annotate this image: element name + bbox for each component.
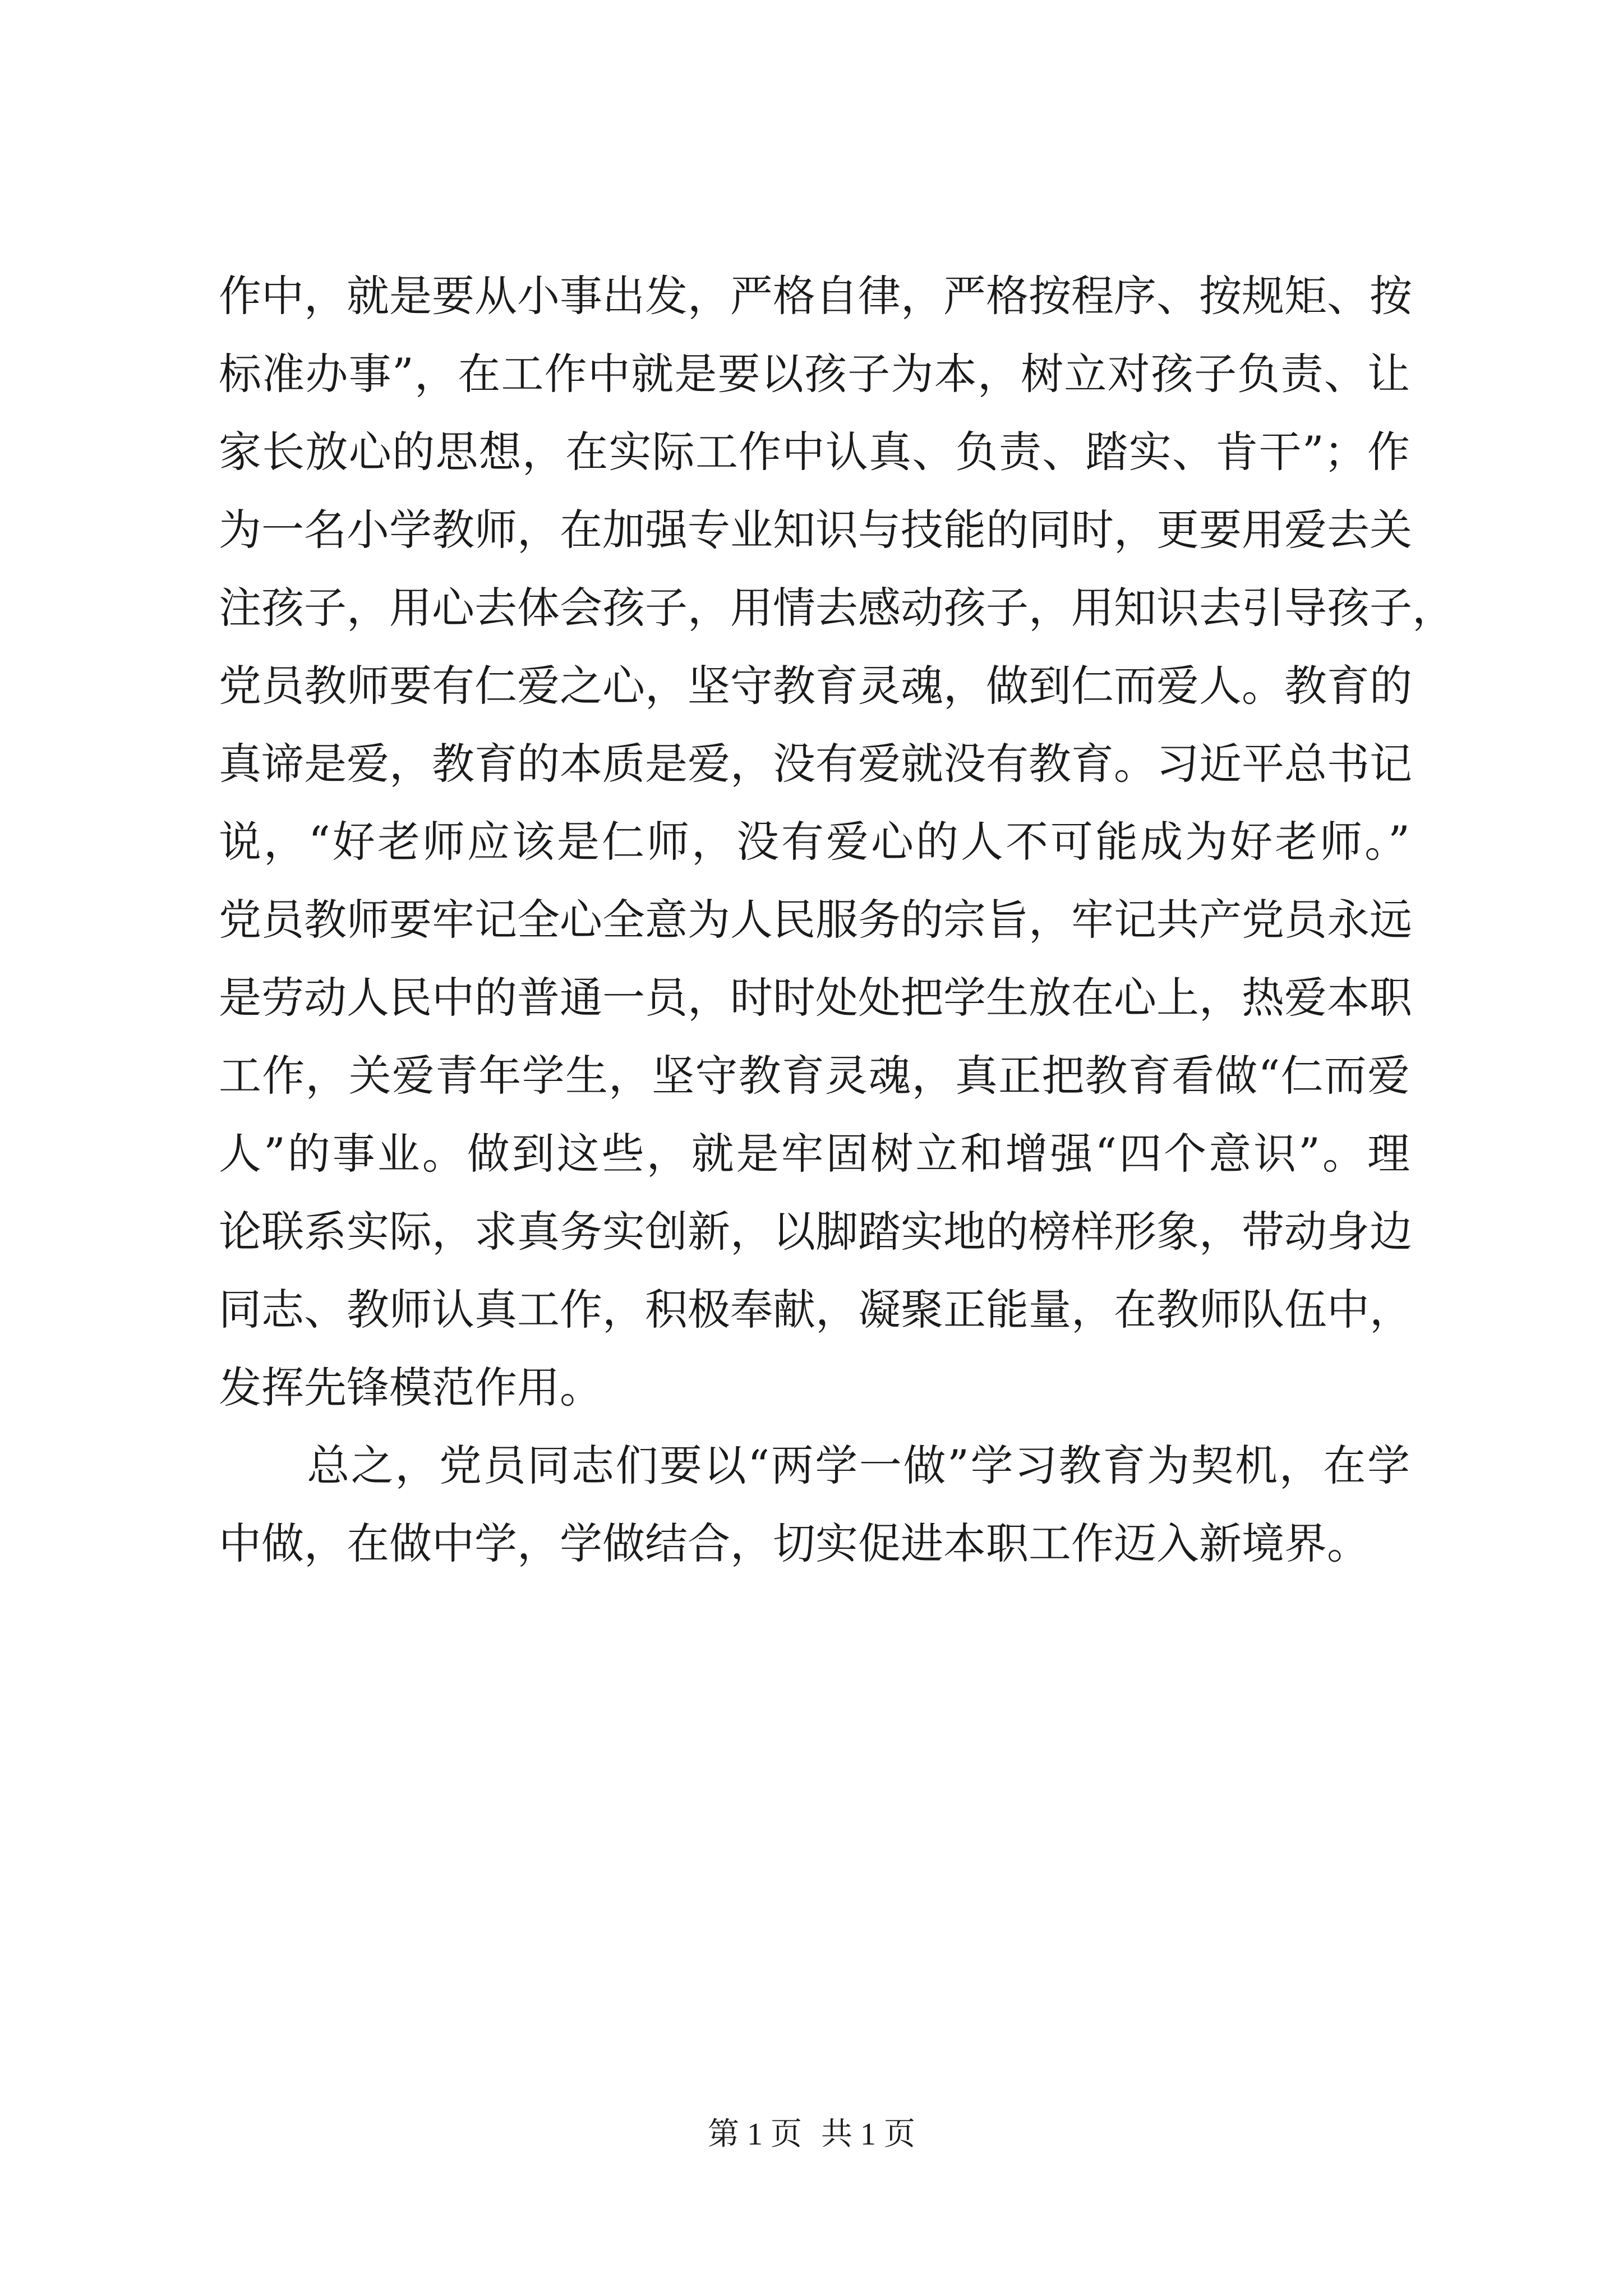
document-body <box>219 257 1455 1582</box>
text-line: 人”的事业。做到这些，就是牢固树立和增强“四个意识”。理 <box>219 1129 1410 1179</box>
text-line: 同志、教师认真工作，积极奉献，凝聚正能量，在教师队伍中， <box>219 1285 1412 1335</box>
text-line: 标准办事”，在工作中就是要以孩子为本，树立对孩子负责、让 <box>219 349 1410 399</box>
paragraph-1 <box>219 257 1455 1427</box>
page-number: 第 1 页 <box>708 2117 802 2152</box>
text-line: 说，“好老师应该是仁师，没有爱心的人不可能成为好老师。” <box>219 817 1410 867</box>
paragraph-2 <box>219 1427 1410 1582</box>
text-line: 是劳动人民中的普通一员，时时处处把学生放在心上，热爱本职 <box>219 973 1412 1023</box>
page-total: 共 1 页 <box>821 2117 915 2152</box>
text-line: 发挥先锋模范作用。 <box>219 1363 602 1412</box>
text-line: 中做，在做中学，学做结合，切实促进本职工作迈入新境界。 <box>219 1519 1370 1568</box>
text-line: 论联系实际，求真务实创新，以脚踏实地的榜样形象，带动身边 <box>219 1207 1412 1257</box>
text-line: 注孩子，用心去体会孩子，用情去感动孩子，用知识去引导孩子， <box>219 583 1455 633</box>
text-line: 党员教师要有仁爱之心，坚守教育灵魂，做到仁而爱人。教育的 <box>219 661 1412 711</box>
text-line: 总之，党员同志们要以“两学一做”学习教育为契机，在学 <box>219 1441 1410 1490</box>
text-line: 工作，关爱青年学生，坚守教育灵魂，真正把教育看做“仁而爱 <box>219 1051 1410 1101</box>
text-line: 作中，就是要从小事出发，严格自律，严格按程序、按规矩、按 <box>219 271 1412 321</box>
text-line: 真谛是爱，教育的本质是爱，没有爱就没有教育。习近平总书记 <box>219 739 1412 789</box>
page-footer <box>0 2115 1623 2154</box>
text-line: 家长放心的思想，在实际工作中认真、负责、踏实、肯干”；作 <box>219 427 1410 477</box>
text-line: 党员教师要牢记全心全意为人民服务的宗旨，牢记共产党员永远 <box>219 895 1412 945</box>
text-line: 为一名小学教师，在加强专业知识与技能的同时，更要用爱去关 <box>219 505 1412 555</box>
